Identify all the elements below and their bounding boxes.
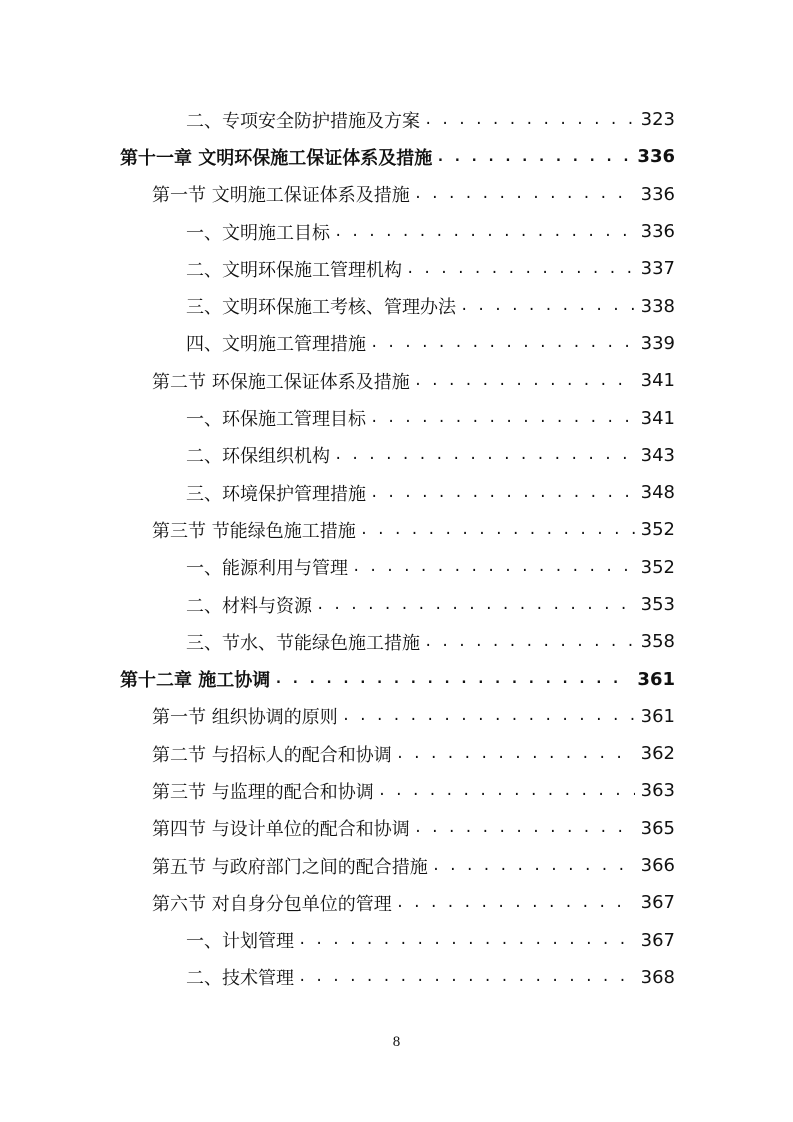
toc-dot-leader <box>334 448 635 462</box>
toc-subsection-entry[interactable] <box>0 549 793 586</box>
toc-dot-leader <box>274 672 631 686</box>
toc-subsection-entry[interactable] <box>0 287 793 324</box>
toc-dot-leader <box>424 635 635 649</box>
toc-entry-page-number: 363 <box>640 780 675 802</box>
toc-section-entry[interactable] <box>0 810 793 847</box>
toc-entry-title: 一、环保施工管理目标 <box>186 409 366 431</box>
toc-entry-page-number: 338 <box>640 295 675 317</box>
toc-chapter-entry[interactable] <box>0 660 793 697</box>
toc-dot-leader <box>460 299 635 313</box>
toc-entry-page-number: 365 <box>640 817 675 839</box>
toc-dot-leader <box>334 225 635 239</box>
toc-entry-title: 一、计划管理 <box>186 931 294 953</box>
toc-entry-page-number: 361 <box>640 705 675 727</box>
toc-entry-title: 第六节 对自身分包单位的管理 <box>152 893 392 915</box>
toc-entry-page-number: 361 <box>637 668 675 690</box>
toc-dot-leader <box>432 859 635 873</box>
toc-entry-page-number: 343 <box>640 444 675 466</box>
toc-subsection-entry[interactable] <box>0 325 793 362</box>
toc-entry-title: 二、材料与资源 <box>186 595 312 617</box>
toc-entry-page-number: 368 <box>640 966 675 988</box>
toc-entry-page-number: 337 <box>640 258 675 280</box>
toc-section-entry[interactable] <box>0 362 793 399</box>
toc-subsection-entry[interactable] <box>0 474 793 511</box>
toc-entry-title: 三、文明环保施工考核、管理办法 <box>186 297 456 319</box>
toc-subsection-entry[interactable] <box>0 586 793 623</box>
toc-entry-page-number: 341 <box>640 407 675 429</box>
toc-entry-title: 一、能源利用与管理 <box>186 558 348 580</box>
toc-entry-page-number: 352 <box>640 519 675 541</box>
toc-section-entry[interactable] <box>0 511 793 548</box>
toc-dot-leader <box>378 784 635 798</box>
toc-entry-page-number: 348 <box>640 482 675 504</box>
toc-dot-leader <box>370 486 635 500</box>
toc-entry-page-number: 339 <box>640 332 675 354</box>
toc-dot-leader <box>316 598 635 612</box>
toc-subsection-entry[interactable] <box>0 623 793 660</box>
toc-dot-leader <box>352 560 635 574</box>
toc-entry-title: 三、环境保护管理措施 <box>186 483 366 505</box>
toc-dot-leader <box>396 747 635 761</box>
toc-entry-page-number: 341 <box>640 370 675 392</box>
toc-dot-leader <box>370 411 635 425</box>
toc-dot-leader <box>360 523 635 537</box>
toc-entry-title: 第二节 与招标人的配合和协调 <box>152 744 392 766</box>
toc-entry-page-number: 362 <box>640 743 675 765</box>
toc-entry-title: 二、技术管理 <box>186 968 294 990</box>
toc-section-entry[interactable] <box>0 772 793 809</box>
toc-dot-leader <box>414 187 635 201</box>
toc-dot-leader <box>406 262 635 276</box>
toc-section-entry[interactable] <box>0 884 793 921</box>
toc-entry-page-number: 336 <box>640 183 675 205</box>
toc-entry-title: 三、节水、节能绿色施工措施 <box>186 632 420 654</box>
toc-subsection-entry[interactable] <box>0 437 793 474</box>
toc-dot-leader <box>342 709 635 723</box>
toc-section-entry[interactable] <box>0 735 793 772</box>
toc-subsection-entry[interactable] <box>0 959 793 996</box>
toc-entry-title: 四、文明施工管理措施 <box>186 334 366 356</box>
toc-entry-page-number: 353 <box>640 594 675 615</box>
toc-dot-leader <box>396 896 635 910</box>
toc-entry-page-number: 336 <box>640 221 675 243</box>
toc-dot-leader <box>414 374 635 388</box>
toc-subsection-entry[interactable] <box>0 922 793 959</box>
toc-entry-title: 二、专项安全防护措施及方案 <box>186 110 420 132</box>
toc-entry-title: 二、环保组织机构 <box>186 446 330 468</box>
toc-entry-title: 第一节 文明施工保证体系及措施 <box>152 185 410 207</box>
toc-entry-title: 第十二章 施工协调 <box>120 670 271 692</box>
toc-dot-leader <box>370 336 635 350</box>
toc-entry-page-number: 367 <box>640 892 675 914</box>
toc-entry-title: 第一节 组织协调的原则 <box>152 707 338 729</box>
toc-section-entry[interactable] <box>0 847 793 884</box>
toc-section-entry[interactable] <box>0 176 793 213</box>
toc-entry-title: 一、文明施工目标 <box>186 222 330 244</box>
toc-subsection-entry[interactable] <box>0 250 793 287</box>
toc-subsection-entry[interactable] <box>0 101 793 138</box>
toc-subsection-entry[interactable] <box>0 213 793 250</box>
toc-entry-page-number: 358 <box>640 631 675 653</box>
toc-entry-title: 第三节 节能绿色施工措施 <box>152 520 356 542</box>
toc-chapter-entry[interactable] <box>0 138 793 175</box>
toc-dot-leader <box>424 113 635 127</box>
toc-entry-title: 第二节 环保施工保证体系及措施 <box>152 371 410 393</box>
toc-entry-title: 第五节 与政府部门之间的配合措施 <box>152 856 428 878</box>
toc-entry-title: 第三节 与监理的配合和协调 <box>152 781 374 803</box>
toc-entry-title: 二、文明环保施工管理机构 <box>186 259 402 281</box>
toc-dot-leader <box>298 970 635 984</box>
toc-entry-page-number: 323 <box>640 109 675 131</box>
toc-entry-title: 第四节 与设计单位的配合和协调 <box>152 819 410 841</box>
toc-section-entry[interactable] <box>0 698 793 735</box>
toc-entry-page-number: 367 <box>640 929 675 951</box>
toc-entry-page-number: 366 <box>640 855 675 877</box>
toc-entry-page-number: 352 <box>640 556 675 578</box>
toc-entry-page-number: 336 <box>637 146 675 168</box>
table-of-contents <box>0 101 793 996</box>
toc-dot-leader <box>436 150 631 164</box>
toc-dot-leader <box>298 933 635 947</box>
toc-subsection-entry[interactable] <box>0 399 793 436</box>
toc-dot-leader <box>414 821 635 835</box>
toc-entry-title: 第十一章 文明环保施工保证体系及措施 <box>120 147 433 169</box>
page-number: 8 <box>392 1034 401 1050</box>
